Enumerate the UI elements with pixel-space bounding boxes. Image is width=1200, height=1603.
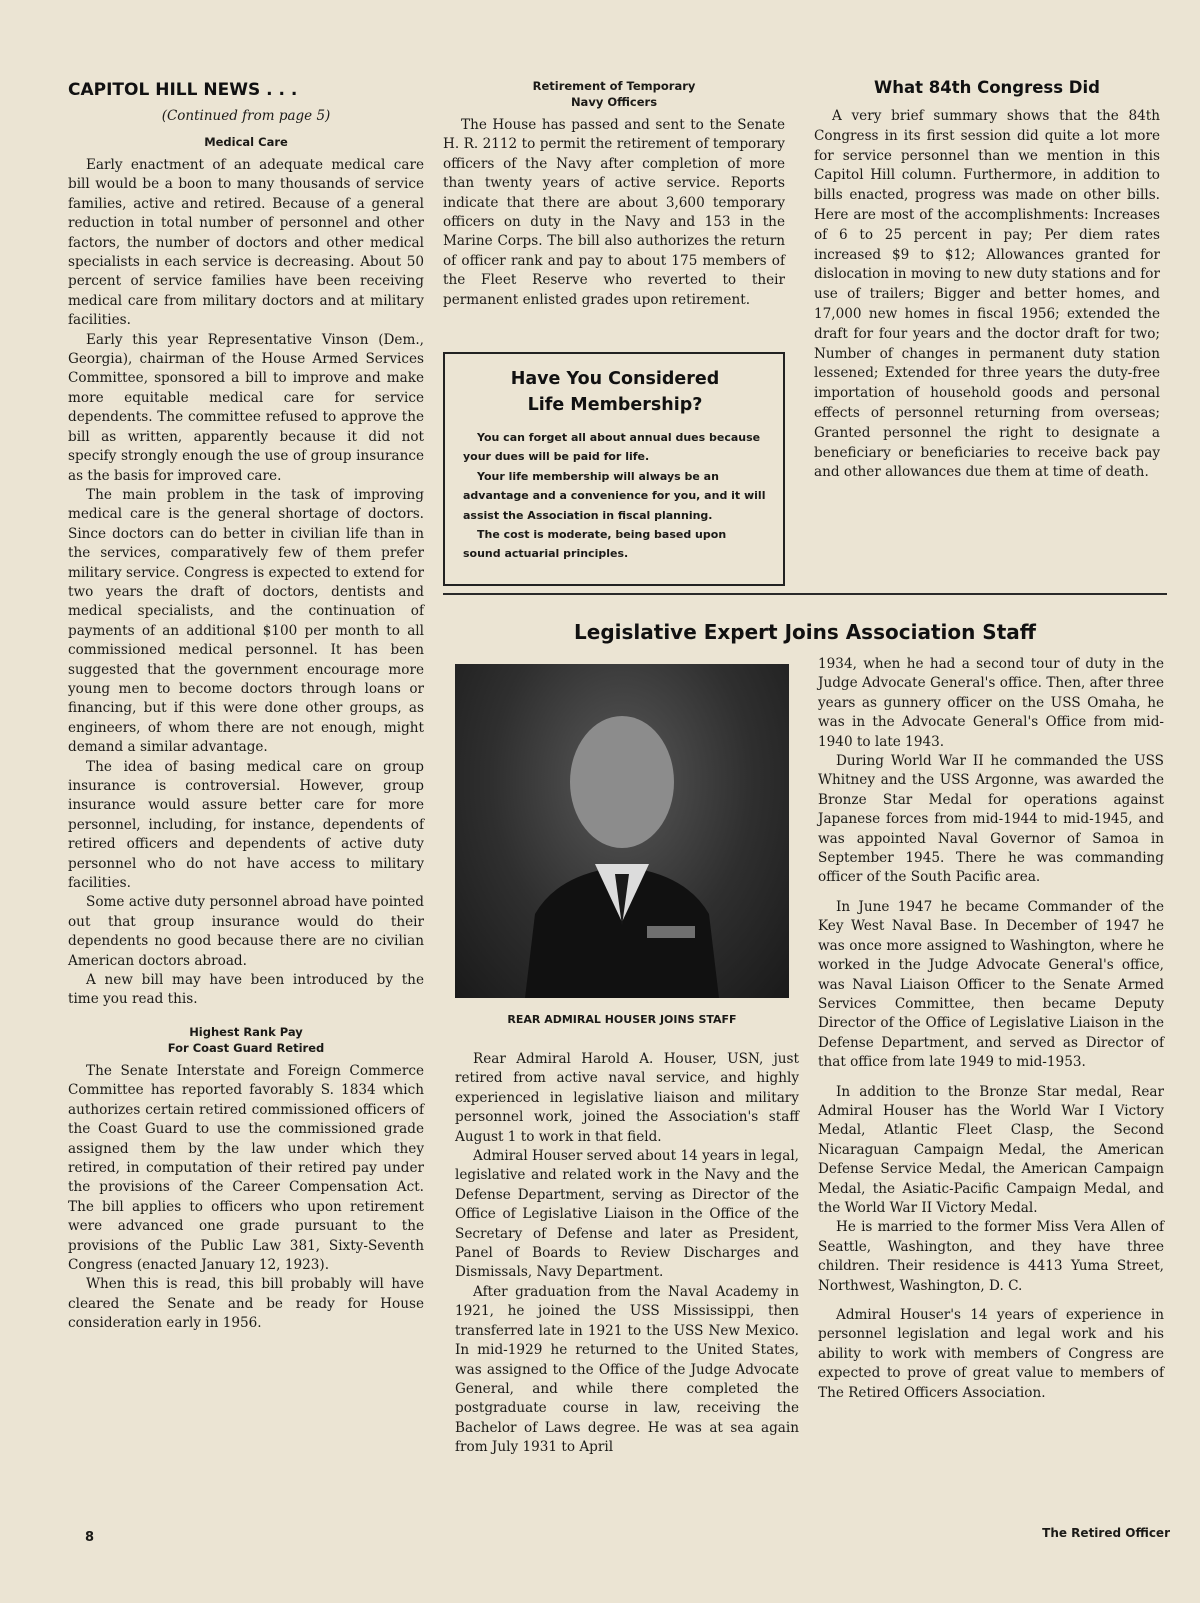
section-divider	[443, 593, 1167, 595]
photo-caption: REAR ADMIRAL HOUSER JOINS STAFF	[507, 1013, 737, 1026]
paragraph: Admiral Houser served about 14 years in legal, legislative and related work in the Navy and the Defense Department, serving as Director of the Office of Legislative Liaison in the Office of the Secretary of Defense and later as President, Panel of Boards to Review Discharges and Dismissals, Navy Department.	[455, 1148, 799, 1281]
paragraph: After graduation from the Naval Academy in 1921, he joined the USS Mississippi, then transferred late in 1921 to the USS New Mexico. In mid-1929 he returned to the United States, was assigned to the Office of the Judge Advocate General, and while there completed the postgraduate course in law, receiving the Bachelor of Laws degree. He was at sea again from July 1931 to April	[455, 1283, 799, 1456]
capitol-hill-column	[68, 80, 424, 1334]
paragraph: Early this year Representative Vinson (Dem., Georgia), chairman of the House Armed Services Committee, sponsored a bill to improve and make more equitable medical care for service dependents. The committee refused to approve the bill as written, apparently because it did not specify strongly enough the use of group insurance as the basis for improved care.	[68, 331, 424, 484]
feature-right-column	[818, 655, 1164, 1403]
paragraph: A new bill may have been introduced by the time you read this.	[68, 972, 424, 1008]
heading-line: Highest Rank Pay	[189, 1024, 303, 1039]
article-heading: What 84th Congress Did	[874, 78, 1100, 97]
paragraph: The idea of basing medical care on group insurance is controversial. However, group insurance would assure better care for more personnel, including, for instance, dependents of retired officers and dependents of active duty personnel who do not have access to military facilities.	[68, 758, 424, 892]
heading-line: Navy Officers	[570, 95, 658, 109]
feature-left-column	[455, 1050, 799, 1458]
medical-care-heading: Medical Care	[204, 135, 288, 149]
box-paragraph: You can forget all about annual dues because your dues will be paid for life.	[463, 431, 761, 464]
box-title	[463, 366, 767, 418]
heading-line: Retirement of Temporary	[532, 79, 696, 93]
title-line: Have You Considered	[510, 369, 720, 389]
paragraph: 1934, when he had a second tour of duty in the Judge Advocate General's office. Then, after three years as gunnery officer on the USS Omaha, he was in the Advocate General's Office from mid-1940 to late 1943.	[818, 656, 1164, 750]
feature-headline: Legislative Expert Joins Association Staff	[574, 620, 1036, 644]
paragraph: The House has passed and sent to the Senate H. R. 2112 to permit the retirement of temporary officers of the Navy after completion of more than twenty years of active service. Reports indicate that there are about 3,600 temporary officers on duty in the Navy and 153 in the Marine Corps. The bill also authorizes the return of officer rank and pay to about 175 members of the Fleet Reserve who reverted to their permanent enlisted grades upon retirement.	[443, 117, 785, 308]
heading-line: For Coast Guard Retired	[167, 1040, 325, 1055]
paragraph: Some active duty personnel abroad have pointed out that group insurance would do their dependents no good because there are no civilian American doctors abroad.	[68, 894, 424, 969]
paragraph: During World War II he commanded the USS Whitney and the USS Argonne, was awarded the Bronze Star Medal for operations against Japanese forces from mid-1944 to mid-1945, and was appointed Naval Governor of Samoa in September 1945. There he was commanding officer of the South Pacific area.	[818, 753, 1164, 886]
title-line: Life Membership?	[527, 395, 703, 415]
paragraph: When this is read, this bill probably will have cleared the Senate and be ready for House consideration early in 1956.	[68, 1276, 424, 1332]
paragraph: Early enactment of an adequate medical care bill would be a boon to many thousands of service families, active and retired. Because of a general reduction in total number of personnel and other factors, the number of doctors and other medical specialists in each service is decreasing. About 50 percent of service families have been receiving medical care from military doctors and at military facilities.	[68, 157, 424, 329]
publication-name: The Retired Officer	[1042, 1526, 1170, 1540]
page-number: 8	[85, 1530, 95, 1545]
paragraph: He is married to the former Miss Vera Allen of Seattle, Washington, and they have three children. Their residence is 4413 Yuma Street, Northwest, Washington, D. C.	[818, 1219, 1164, 1294]
admiral-portrait-photo	[455, 664, 789, 998]
box-paragraph: Your life membership will always be an advantage and a convenience for you, and it will assist the Association in fiscal planning.	[463, 469, 766, 522]
paragraph: In June 1947 he became Commander of the Key West Naval Base. In December of 1947 he was once more assigned to Washington, where he worked in the Judge Advocate General's office, was Naval Liaison Officer to the Senate Armed Services Committee, then became Deputy Director of the Office of Legislative Liaison in the Defense Department, and served as Director of that office from late 1949 to mid-1953.	[818, 898, 1164, 1071]
84th-congress-article	[814, 78, 1160, 483]
paragraph: The Senate Interstate and Foreign Commerce Committee has reported favorably S. 1834 which authorizes certain retired commissioned officers of the Coast Guard to use the commissioned grade assigned them by the law under which they retired, in computation of their retired pay under the provisions of the Career Compensation Act. The bill applies to officers who upon retirement were advanced one grade pursuant to the provisions of the Public Law 381, Sixty-Seventh Congress (enacted January 12, 1923).	[68, 1062, 424, 1273]
paragraph: In addition to the Bronze Star medal, Rear Admiral Houser has the World War I Victory Medal, Atlantic Fleet Clasp, the Second Nicaraguan Campaign Medal, the American Defense Service Medal, the American Campaign Medal, the Asiatic-Pacific Campaign Medal, and the World War II Victory Medal.	[818, 1083, 1164, 1216]
temporary-officers-article	[443, 78, 785, 310]
paragraph: Rear Admiral Harold A. Houser, USN, just retired from active naval service, and highly experienced in legislative liaison and military personnel work, joined the Association's staff August 1 to work in that field.	[455, 1051, 799, 1145]
continued-note: (Continued from page 5)	[161, 108, 331, 124]
paragraph: Admiral Houser's 14 years of experience in personnel legislation and legal work and his ability to work with members of Congress are expected to prove of great value to members of The Retired Officers Association.	[818, 1307, 1164, 1401]
paragraph: A very brief summary shows that the 84th Congress in its first session did quite a lot more for service personnel than we mention in this Capitol Hill column. Furthermore, in addition to bills enacted, progress was made on other bills. Here are most of the accomplishments: Increases of 6 to 25 percent in pay; Per diem rates increased $9 to $12; Allowances granted for dislocation in moving to new duty stations and for use of trailers; Bigger and better homes, and 17,000 new homes in fiscal 1956; extended the draft for four years and the doctor draft for two; Number of changes in permanent duty station lessened; Extended for three years the duty-free importation of household goods and personal effects of personnel returning from overseas; Granted personnel the right to designate a beneficiary or beneficiaries to receive back pay and other allowances due them at time of death.	[814, 108, 1160, 481]
portrait-silhouette	[455, 664, 789, 998]
highest-rank-heading	[68, 1024, 424, 1056]
box-paragraph: The cost is moderate, being based upon sound actuarial principles.	[463, 528, 727, 561]
paragraph: The main problem in the task of improving medical care is the general shortage of doctors. Since doctors can do better in civilian life than in the services, comparatively few of them prefer military service. Congress is expected to extend for two years the draft of doctors, dentists and medical specialists, and the continuation of payments of an additional $100 per month to all commissioned medical personnel. It has been suggested that the government encourage more young men to become doctors through loans or financing, but if this were done other groups, as engineers, of whom there are not enough, might demand a similar advantage.	[68, 486, 424, 756]
article-heading	[443, 78, 785, 110]
section-heading: CAPITOL HILL NEWS . . .	[68, 80, 298, 100]
life-membership-box	[443, 352, 785, 586]
